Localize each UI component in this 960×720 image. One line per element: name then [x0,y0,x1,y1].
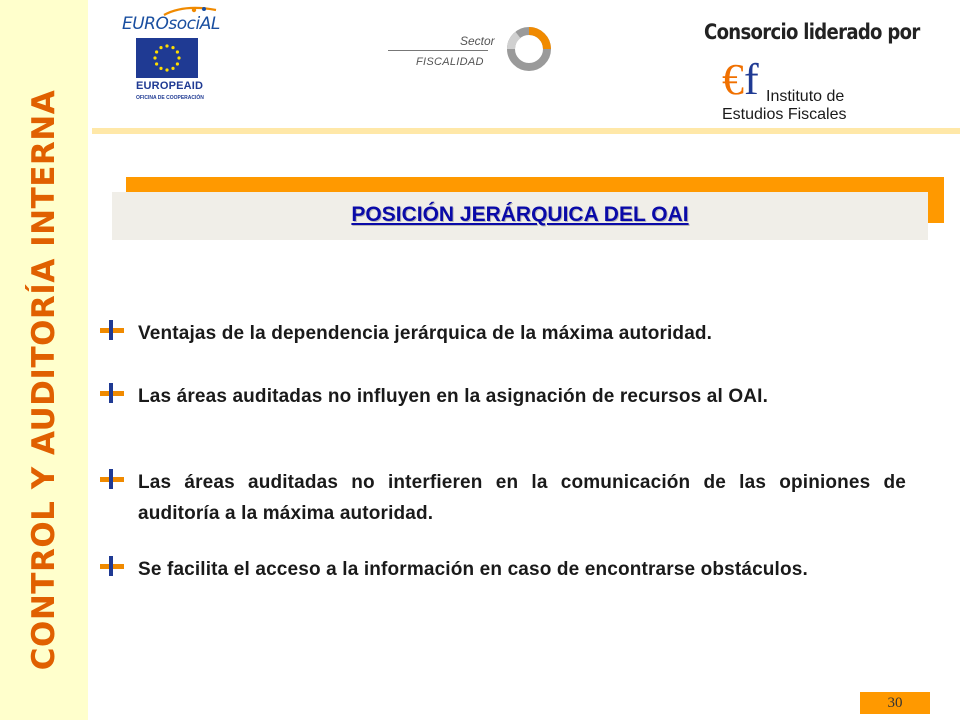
bullet-text: Se facilita el acceso a la información en caso de encontrarse obstáculos. [138,559,808,580]
eurosocial-wordmark: EUROsociAL [122,14,220,34]
header-divider [92,128,960,134]
ief-mark-e-icon: € [722,55,744,104]
bullet-arrow-icon [100,383,126,403]
bullet-text: Las áreas auditadas no influyen en la asignación de recursos al OAI. [138,386,769,407]
bullet-arrow-icon [100,556,126,576]
fiscalidad-wordmark: FISCALIDAD [416,56,484,68]
consorcio-heading: Consorcio liderado por [704,20,920,44]
ief-name-line2: Estudios Fiscales [722,106,847,123]
page-number: 30 [860,692,930,714]
consorcio-logo [700,16,920,126]
europeaid-wordmark: EUROPEAID [136,80,204,92]
sector-fiscalidad-logo [384,22,554,82]
bullet-text: Las áreas auditadas no interfieren en la comunicación de las opiniones de auditoría a la máxima autoridad. [138,472,906,524]
sidebar [0,0,88,720]
bullet-text: Ventajas de la dependencia jerárquica de la máxima autoridad. [138,323,713,344]
ief-mark-f-icon: f [744,55,759,104]
sector-ring-icon [504,24,554,74]
sidebar-title: CONTROL Y AUDITORÍA INTERNA [26,89,62,671]
bullet-arrow-icon [100,469,126,489]
sector-rule [388,50,488,51]
slide-title: POSICIÓN JERÁRQUICA DEL OAI [351,203,689,226]
eurosocial-logo [118,6,228,106]
sector-wordmark: Sector [460,34,495,48]
bullet-arrow-icon [100,320,126,340]
ief-name-line1: Instituto de [766,88,845,105]
europeaid-subtitle: OFICINA DE COOPERACIÓN [136,95,204,101]
eu-flag-icon [136,38,198,78]
